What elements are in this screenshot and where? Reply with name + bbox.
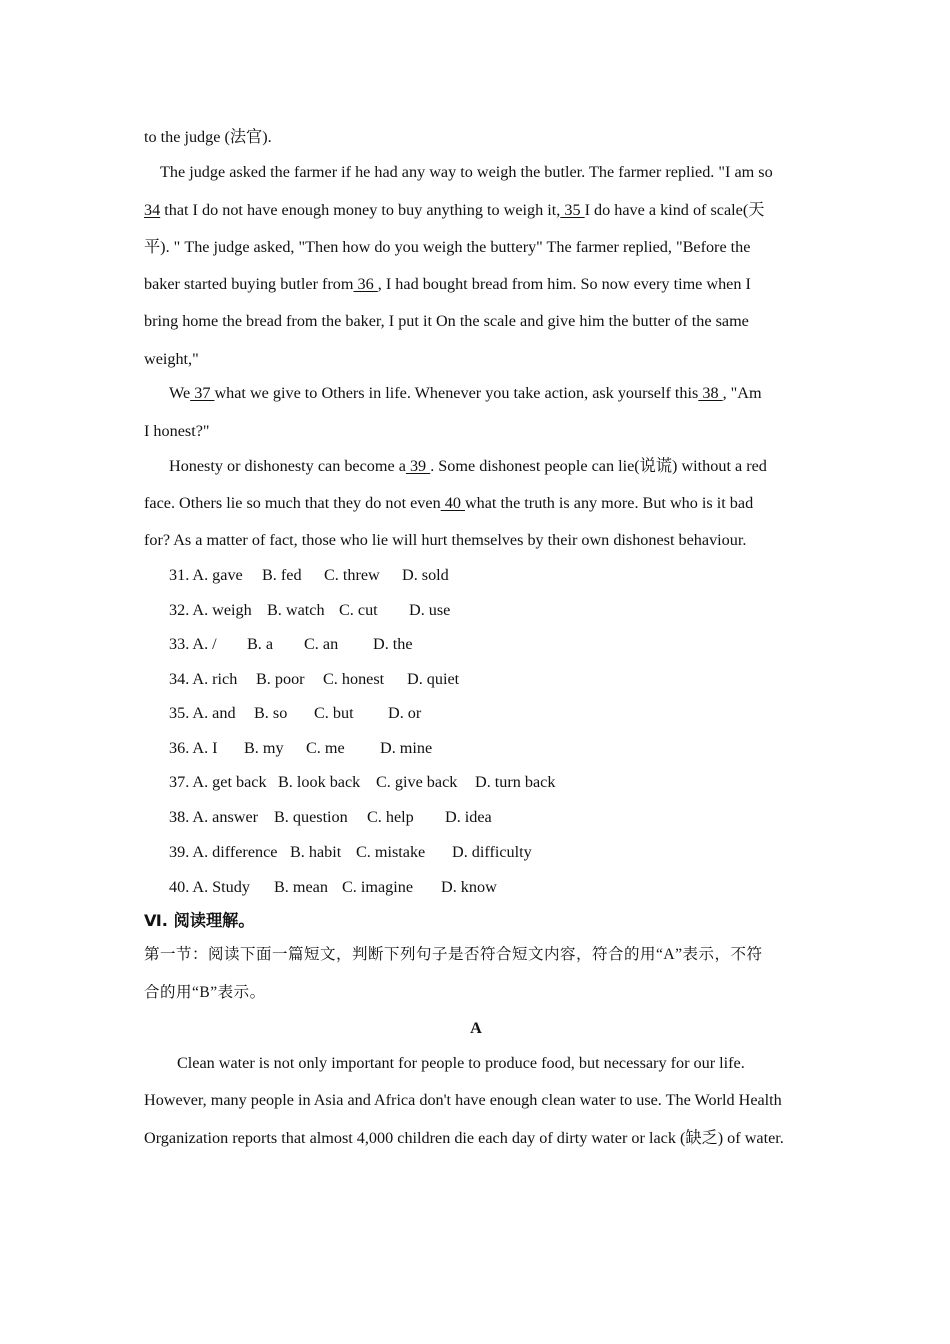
passage-line bbox=[169, 383, 762, 403]
section-instructions: 合的用“B”表示。 bbox=[144, 984, 266, 1001]
option-d: D. the bbox=[373, 635, 413, 653]
passage-text: that I do not have enough money to buy anything to weigh it, bbox=[160, 201, 561, 219]
passage-text: We bbox=[169, 384, 191, 402]
blank-34: 34 bbox=[144, 201, 161, 219]
option-b: B. watch bbox=[267, 601, 325, 619]
passage-text: face. Others lie so much that they do not even bbox=[144, 494, 441, 512]
passage-line: I honest?" bbox=[144, 422, 210, 440]
passage-text: baker started buying butler from bbox=[144, 275, 354, 293]
option-d: D. use bbox=[409, 601, 451, 619]
option-c: C. me bbox=[306, 739, 345, 757]
passage-text: Honesty or dishonesty can become a bbox=[169, 457, 406, 475]
passage-line bbox=[144, 493, 753, 513]
passage-text: what we give to Others in life. Whenever you take action, ask yourself this bbox=[214, 384, 699, 402]
option-d: D. quiet bbox=[407, 670, 460, 688]
option-d: D. difficulty bbox=[452, 843, 532, 861]
passage-a-line: Clean water is not only important for people to produce food, but necessary for our life. bbox=[177, 1054, 745, 1072]
section-instructions: 第一节：阅读下面一篇短文，判断下列句子是否符合短文内容，符合的用“A”表示，不符 bbox=[144, 946, 763, 963]
passage-text: I do have a kind of scale(天 bbox=[584, 201, 765, 219]
option-d: D. know bbox=[441, 878, 497, 896]
passage-line bbox=[144, 274, 751, 294]
passage-line: bring home the bread from the baker, I put it On the scale and give him the butter of the same bbox=[144, 312, 749, 330]
blank-39: 39 bbox=[405, 457, 431, 475]
option-c: C. mistake bbox=[356, 843, 426, 861]
option-a: 32. A. weigh bbox=[169, 601, 252, 619]
option-d: D. mine bbox=[380, 739, 433, 757]
passage-line: weight," bbox=[144, 350, 199, 368]
option-d: D. or bbox=[388, 704, 422, 722]
option-a: 36. A. I bbox=[169, 739, 218, 757]
option-b: B. question bbox=[274, 808, 348, 826]
option-a: 40. A. Study bbox=[169, 878, 250, 896]
passage-text: . Some dishonest people can lie(说谎) without a red bbox=[430, 457, 767, 475]
passage-line: The judge asked the farmer if he had any way to weigh the butler. The farmer replied. "I am so bbox=[160, 163, 773, 181]
option-b: B. look back bbox=[278, 773, 361, 791]
blank-35: 35 bbox=[560, 201, 585, 219]
option-a: 35. A. and bbox=[169, 704, 236, 722]
option-c: C. help bbox=[367, 808, 414, 826]
option-d: D. idea bbox=[445, 808, 492, 826]
blank-37: 37 bbox=[190, 384, 215, 402]
passage-line: to the judge (法官). bbox=[144, 128, 272, 146]
passage-line: 平). " The judge asked, "Then how do you weigh the buttery" The farmer replied, "Before the bbox=[144, 238, 751, 256]
option-b: B. my bbox=[244, 739, 284, 757]
option-b: B. habit bbox=[290, 843, 342, 861]
passage-line: for? As a matter of fact, those who lie will hurt themselves by their own dishonest behaviour. bbox=[144, 531, 747, 549]
passage-a-line: Organization reports that almost 4,000 children die each day of dirty water or lack (缺乏) of water. bbox=[144, 1129, 784, 1147]
passage-label: A bbox=[470, 1019, 482, 1037]
blank-36: 36 bbox=[353, 275, 378, 293]
option-a: 34. A. rich bbox=[169, 670, 238, 688]
option-d: D. sold bbox=[402, 566, 449, 584]
option-b: B. a bbox=[247, 635, 274, 653]
option-d: D. turn back bbox=[475, 773, 556, 791]
option-c: C. honest bbox=[323, 670, 385, 688]
option-a: 39. A. difference bbox=[169, 843, 278, 861]
option-c: C. cut bbox=[339, 601, 378, 619]
option-c: C. but bbox=[314, 704, 354, 722]
option-a: 33. A. / bbox=[169, 635, 217, 653]
option-b: B. fed bbox=[262, 566, 302, 584]
option-c: C. an bbox=[304, 635, 339, 653]
passage-line bbox=[169, 456, 767, 476]
section-heading: Ⅵ. 阅读理解。 bbox=[144, 911, 255, 930]
option-b: B. poor bbox=[256, 670, 305, 688]
passage-text: what the truth is any more. But who is it bad bbox=[464, 494, 754, 512]
passage-text: , I had bought bread from him. So now every time when I bbox=[377, 275, 751, 293]
option-c: C. give back bbox=[376, 773, 458, 791]
passage-line bbox=[144, 200, 764, 220]
option-b: B. so bbox=[254, 704, 288, 722]
passage-text: , "Am bbox=[722, 384, 762, 402]
option-a: 38. A. answer bbox=[169, 808, 259, 826]
option-c: C. imagine bbox=[342, 878, 414, 896]
passage-a-line: However, many people in Asia and Africa don't have enough clean water to use. The World Health bbox=[144, 1091, 782, 1109]
option-a: 37. A. get back bbox=[169, 773, 267, 791]
option-a: 31. A. gave bbox=[169, 566, 243, 584]
option-b: B. mean bbox=[274, 878, 328, 896]
blank-38: 38 bbox=[698, 384, 723, 402]
option-c: C. threw bbox=[324, 566, 380, 584]
blank-40: 40 bbox=[440, 494, 465, 512]
